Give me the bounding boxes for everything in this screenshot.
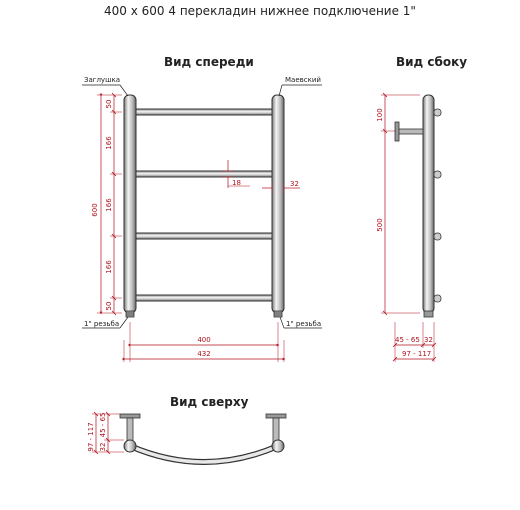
top-left-flange <box>120 414 140 418</box>
thread-right-label: 1" резьба <box>286 320 322 328</box>
front-view <box>82 76 322 362</box>
dim-side-depth: 97 - 117 <box>402 350 432 358</box>
dim-overall-width: 432 <box>197 350 211 358</box>
dim-side-wall-offset: 45 - 65 <box>395 336 420 344</box>
front-view-title: Вид спереди <box>164 55 254 69</box>
dim-spacing-2: 166 <box>105 198 113 212</box>
side-view <box>376 93 441 362</box>
dim-rung-diameter: 18 <box>232 179 241 187</box>
side-rung-stub-1 <box>434 109 441 116</box>
dim-top-wall-offset: 45 - 65 <box>99 412 107 438</box>
side-wall-bracket <box>398 129 423 134</box>
drawing-title: 400 x 600 4 перекладин нижнее подключение 1" <box>104 4 416 18</box>
dim-center-width: 400 <box>197 336 211 344</box>
dim-post-diameter: 32 <box>290 180 299 188</box>
dim-side-top-offset: 100 <box>376 108 384 122</box>
side-view-title: Вид сбоку <box>396 55 468 69</box>
dim-total-height: 600 <box>91 203 99 217</box>
dim-spacing-1: 166 <box>105 136 113 150</box>
top-right-bracket <box>273 418 279 442</box>
side-rung-stub-4 <box>434 295 441 302</box>
rung-4 <box>132 295 276 301</box>
rung-1 <box>132 109 276 115</box>
side-thread-fitting <box>424 311 433 317</box>
rung-3 <box>132 233 276 239</box>
dim-top-post-diameter: 32 <box>99 442 107 452</box>
side-rung-stub-3 <box>434 233 441 240</box>
plug-label: Заглушка <box>84 76 120 84</box>
top-view <box>87 412 286 462</box>
dim-top-depth: 97 - 117 <box>87 422 95 452</box>
dim-side-post-diameter: 32 <box>424 336 433 344</box>
top-left-bracket <box>127 418 133 442</box>
side-post <box>423 95 434 313</box>
side-rung-stub-2 <box>434 171 441 178</box>
dim-spacing-3: 166 <box>105 260 113 274</box>
top-right-flange <box>266 414 286 418</box>
top-view-title: Вид сверху <box>170 395 249 409</box>
top-left-post <box>124 440 136 452</box>
dim-top-gap: 50 <box>105 99 113 109</box>
right-post <box>272 95 284 313</box>
dim-side-center-height: 500 <box>376 218 384 232</box>
right-thread-fitting <box>274 311 282 317</box>
dim-bottom-gap: 50 <box>105 301 113 311</box>
top-right-post <box>272 440 284 452</box>
left-post <box>124 95 136 313</box>
side-wall-flange <box>395 122 399 141</box>
rung-2 <box>132 171 276 177</box>
mayevsky-label: Маевский <box>285 76 321 84</box>
left-thread-fitting <box>126 311 134 317</box>
thread-left-label: 1" резьба <box>84 320 120 328</box>
